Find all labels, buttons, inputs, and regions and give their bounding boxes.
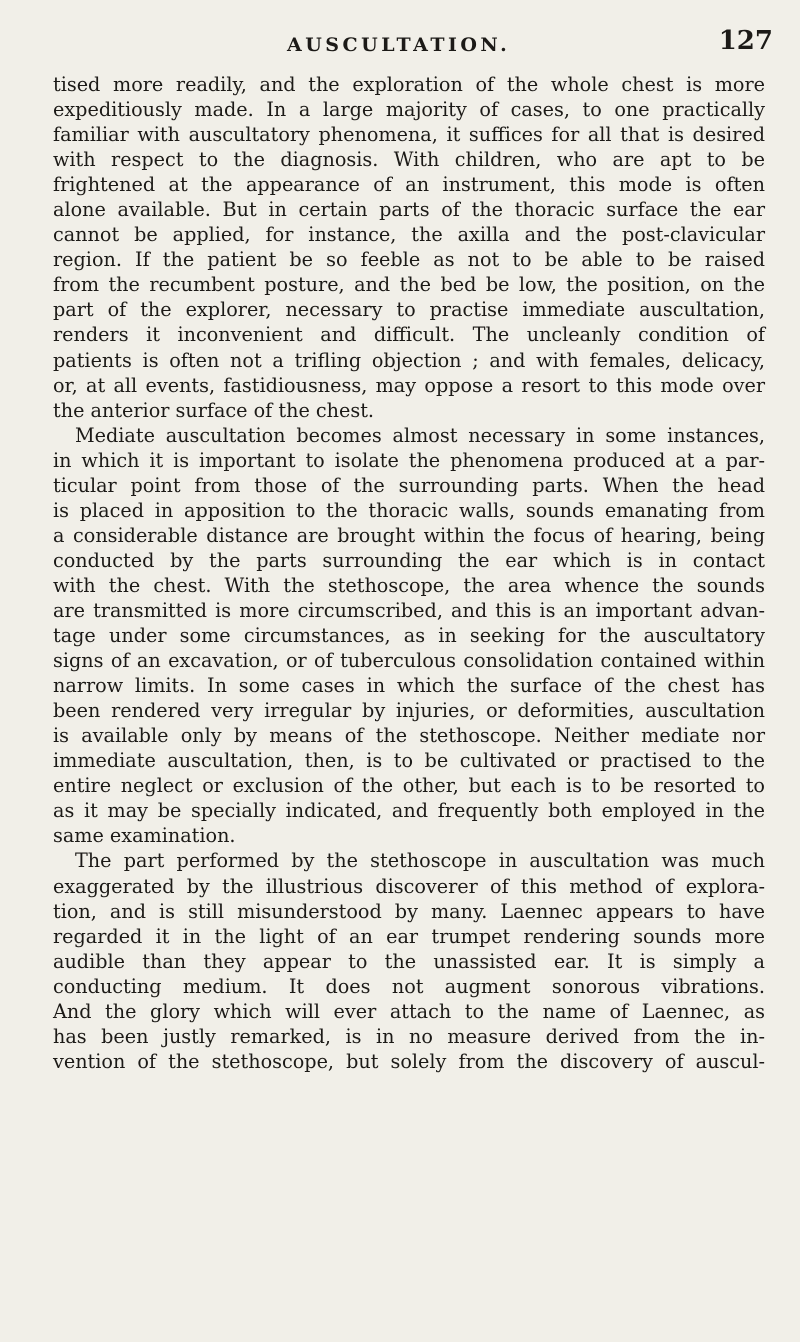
text-line: vention of the stethoscope, but solely from the discovery of auscul-	[53, 1049, 765, 1073]
text-line: or, at all events, fastidiousness, may oppose a resort to this mode over	[53, 373, 765, 397]
text-line: region. If the patient be so feeble as not to be able to be raised	[53, 248, 765, 272]
text-line: are transmitted is more circumscribed, and this is an important advan-	[53, 598, 765, 622]
text-line: immediate auscultation, then, is to be cultivated or practised to the	[53, 749, 765, 773]
text-line: exaggerated by the illustrious discoverer of this method of explora-	[53, 874, 765, 898]
text-line: with respect to the diagnosis. With children, who are apt to be	[53, 148, 765, 172]
text-line: ticular point from those of the surrounding parts. When the head	[53, 473, 765, 497]
text-line: signs of an excavation, or of tuberculous consolidation contained within	[53, 649, 765, 673]
running-title: AUSCULTATION.	[287, 34, 511, 56]
running-head	[53, 26, 773, 72]
text-line: tised more readily, and the exploration of the whole chest is more	[53, 73, 765, 96]
page-number: 127	[718, 26, 773, 56]
text-line: conducting medium. It does not augment sonorous vibrations.	[53, 974, 765, 998]
text-line: conducted by the parts surrounding the ear which is in contact	[53, 548, 765, 572]
text-line: from the recumbent posture, and the bed be low, the position, on the	[53, 273, 765, 297]
text-line: been rendered very irregular by injuries, or deformities, auscultation	[53, 699, 765, 723]
text-line: familiar with auscultatory phenomena, it suffices for all that is desired	[53, 123, 765, 147]
text-line: Mediate auscultation becomes almost necessary in some instances,	[75, 423, 765, 447]
text-line: The part performed by the stethoscope in auscultation was much	[75, 849, 765, 873]
text-line: is placed in apposition to the thoracic walls, sounds emanating from	[53, 498, 765, 522]
text-line: frightened at the appearance of an instrument, this mode is often	[53, 173, 765, 197]
text-line: renders it inconvenient and difficult. The uncleanly condition of	[53, 323, 765, 347]
book-page	[53, 26, 773, 1074]
text-line: regarded it in the light of an ear trumpet rendering sounds more	[53, 924, 765, 948]
text-line: same examination.	[53, 824, 236, 848]
text-line: the anterior surface of the chest.	[53, 398, 375, 422]
text-line: patients is often not a trifling objection ; and with females, delicacy,	[53, 348, 765, 372]
text-line: cannot be applied, for instance, the axilla and the post-clavicular	[53, 223, 765, 247]
text-line: narrow limits. In some cases in which the surface of the chest has	[53, 674, 765, 698]
body-text	[53, 72, 765, 1074]
text-line: a considerable distance are brought within the focus of hearing, being	[53, 523, 765, 547]
text-line: And the glory which will ever attach to the name of Laennec, as	[53, 999, 765, 1023]
text-line: tion, and is still misunderstood by many. Laennec appears to have	[53, 899, 765, 923]
text-line: is available only by means of the stethoscope. Neither mediate nor	[53, 724, 765, 748]
text-line: audible than they appear to the unassisted ear. It is simply a	[53, 949, 765, 973]
text-line: with the chest. With the stethoscope, the area whence the sounds	[53, 573, 765, 597]
text-line: expeditiously made. In a large majority of cases, to one practically	[53, 98, 765, 122]
text-line: tage under some circumstances, as in seeking for the auscultatory	[53, 624, 765, 648]
text-line: has been justly remarked, is in no measure derived from the in-	[53, 1024, 765, 1048]
text-line: entire neglect or exclusion of the other, but each is to be resorted to	[53, 774, 765, 798]
text-line: part of the explorer, necessary to practise immediate auscultation,	[53, 298, 765, 322]
text-line: alone available. But in certain parts of the thoracic surface the ear	[53, 198, 765, 222]
text-line: in which it is important to isolate the phenomena produced at a par-	[53, 448, 765, 472]
text-line: as it may be specially indicated, and frequently both employed in the	[53, 799, 765, 823]
